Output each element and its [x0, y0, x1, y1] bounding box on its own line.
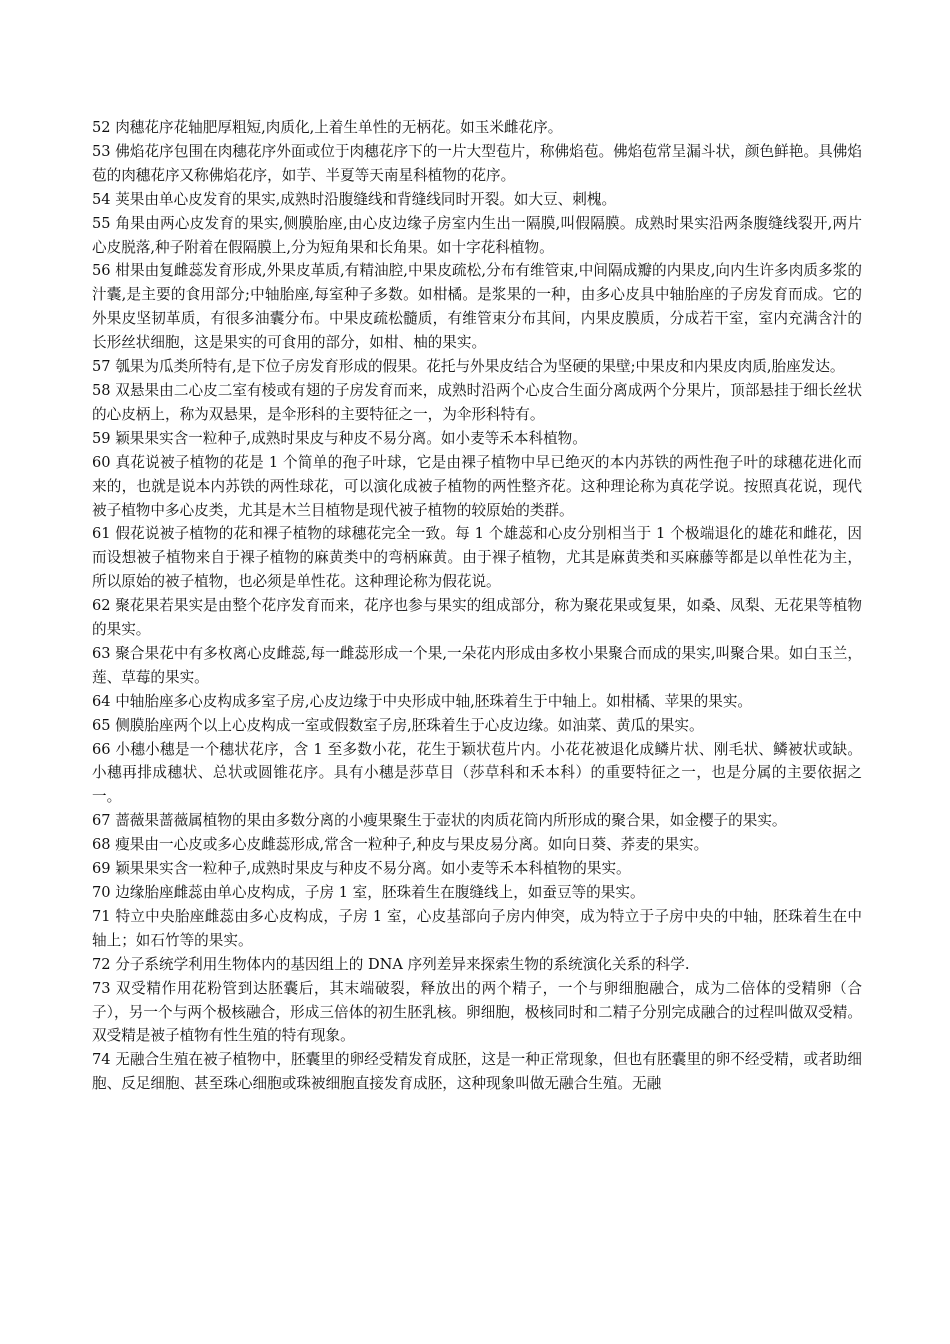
entry-68: 68 瘦果由一心皮或多心皮雌蕊形成,常含一粒种子,种皮与果皮易分离。如向日葵、荞麦的果实。: [92, 836, 709, 854]
entry-61: 61 假花说被子植物的花和裸子植物的球穗花完全一致。每 1 个雄蕊和心皮分别相当于 1 个极端退化的雄花和雌花，因而设想被子植物来自于裸子植物的麻黄类中的弯柄麻黄。由于裸子植物，尤其是麻黄类和买麻藤等都是以单性花为主，所以原始的被子植物，也必须是单性花。这种理论称为假花说。: [92, 525, 862, 591]
entry-69: 69 颖果果实含一粒种子,成熟时果皮与种皮不易分离。如小麦等禾本科植物的果实。: [92, 860, 631, 878]
entry-59: 59 颖果果实含一粒种子,成熟时果皮与种皮不易分离。如小麦等禾本科植物。: [92, 429, 587, 447]
entry-60: 60 真花说被子植物的花是 1 个简单的孢子叶球，它是由裸子植物中早已绝灭的本内苏铁的两性孢子叶的球穗花进化而来的，也就是说本内苏铁的两性球花，可以演化成被子植物的两性整齐花。这种理论称为真花学说。按照真花说，现代被子植物中多心皮类，尤其是木兰目植物是现代被子植物的较原始的类群。: [92, 453, 862, 519]
entry-66: 66 小穗小穗是一个穗状花序，含 1 至多数小花，花生于颖状苞片内。小花花被退化成鳞片状、刚毛状、鳞被状或缺。小穗再排成穗状、总状或圆锥花序。具有小穗是莎草目（莎草科和禾本科）的重要特征之一，也是分属的主要依据之一。: [92, 740, 862, 806]
entry-72: 72 分子系统学利用生物体内的基因组上的 DNA 序列差异来探索生物的系统演化关系的科学.: [92, 955, 690, 973]
entry-63: 63 聚合果花中有多枚离心皮雌蕊,每一雌蕊形成一个果,一朵花内形成由多枚小果聚合而成的果实,叫聚合果。如白玉兰，莲、草莓的果实。: [92, 644, 862, 686]
entry-64: 64 中轴胎座多心皮构成多室子房,心皮边缘于中央形成中轴,胚珠着生于中轴上。如柑橘、苹果的果实。: [92, 692, 753, 710]
entry-65: 65 侧膜胎座两个以上心皮构成一室或假数室子房,胚珠着生于心皮边缘。如油菜、黄瓜的果实。: [92, 716, 704, 734]
entry-62: 62 聚花果若果实是由整个花序发育而来，花序也参与果实的组成部分，称为聚花果或复果，如桑、凤梨、无花果等植物的果实。: [92, 597, 862, 639]
entry-54: 54 荚果由单心皮发育的果实,成熟时沿腹缝线和背缝线同时开裂。如大豆、刺槐。: [92, 190, 617, 208]
document-page: [92, 116, 862, 1096]
entry-55: 55 角果由两心皮发育的果实,侧膜胎座,由心皮边缘子房室内生出一隔膜,叫假隔膜。成熟时果实沿两条腹缝线裂开,两片心皮脱落,种子附着在假隔膜上,分为短角果和长角果。如十字花科植物。: [92, 214, 862, 256]
entry-58: 58 双悬果由二心皮二室有棱或有翅的子房发育而来，成熟时沿两个心皮合生面分离成两个分果片，顶部悬挂于细长丝状的心皮柄上，称为双悬果，是伞形科的主要特征之一，为伞形科特有。: [92, 381, 862, 423]
entry-70: 70 边缘胎座雌蕊由单心皮构成，子房 1 室，胚珠着生在腹缝线上，如蚕豆等的果实。: [92, 884, 645, 901]
entry-67: 67 蔷薇果蔷薇属植物的果由多数分离的小瘦果聚生于壶状的肉质花筒内所形成的聚合果，如金樱子的果实。: [92, 812, 787, 830]
entry-57: 57 瓠果为瓜类所特有,是下位子房发育形成的假果。花托与外果皮结合为坚硬的果壁;中果皮和内果皮肉质,胎座发达。: [92, 358, 845, 376]
entry-56: 56 柑果由复雌蕊发育形成,外果皮革质,有精油腔,中果皮疏松,分布有维管束,中间隔成瓣的内果皮,向内生许多肉质多浆的汁囊,是主要的食用部分;中轴胎座,每室种子多数。如柑橘。是浆果的一种，由多心皮具中轴胎座的子房发育而成。它的外果皮坚韧革质，有很多油囊分布。中果皮疏松髓质，有维管束分布其间，内果皮膜质，分成若干室，室内充满含汁的长形丝状细胞，这是果实的可食用的部分，如柑、柚的果实。: [92, 262, 862, 352]
entry-71: 71 特立中央胎座雌蕊由多心皮构成，子房 1 室，心皮基部向子房内伸突，成为特立于子房中央的中轴，胚珠着生在中轴上；如石竹等的果实。: [92, 907, 862, 949]
entry-52: 52 肉穗花序花轴肥厚粗短,肉质化,上着生单性的无柄花。如玉米雌花序。: [92, 119, 563, 136]
entry-73: 73 双受精作用花粉管到达胚囊后，其末端破裂，释放出的两个精子，一个与卵细胞融合，成为二倍体的受精卵（合子），另一个与两个极核融合，形成三倍体的初生胚乳核。卵细胞，极核同时和二精子分别完成融合的过程叫做双受精。双受精是被子植物有性生殖的特有现象。: [92, 979, 862, 1045]
entry-74: 74 无融合生殖在被子植物中，胚囊里的卵经受精发育成胚，这是一种正常现象，但也有胚囊里的卵不经受精，或者助细胞、反足细胞、甚至珠心细胞或珠被细胞直接发育成胚，这种现象叫做无融合生殖。无融: [92, 1051, 862, 1093]
entry-53: 53 佛焰花序包围在肉穗花序外面或位于肉穗花序下的一片大型苞片，称佛焰苞。佛焰苞常呈漏斗状，颜色鲜艳。具佛焰苞的肉穗花序又称佛焰花序，如芋、半夏等天南星科植物的花序。: [92, 142, 862, 184]
